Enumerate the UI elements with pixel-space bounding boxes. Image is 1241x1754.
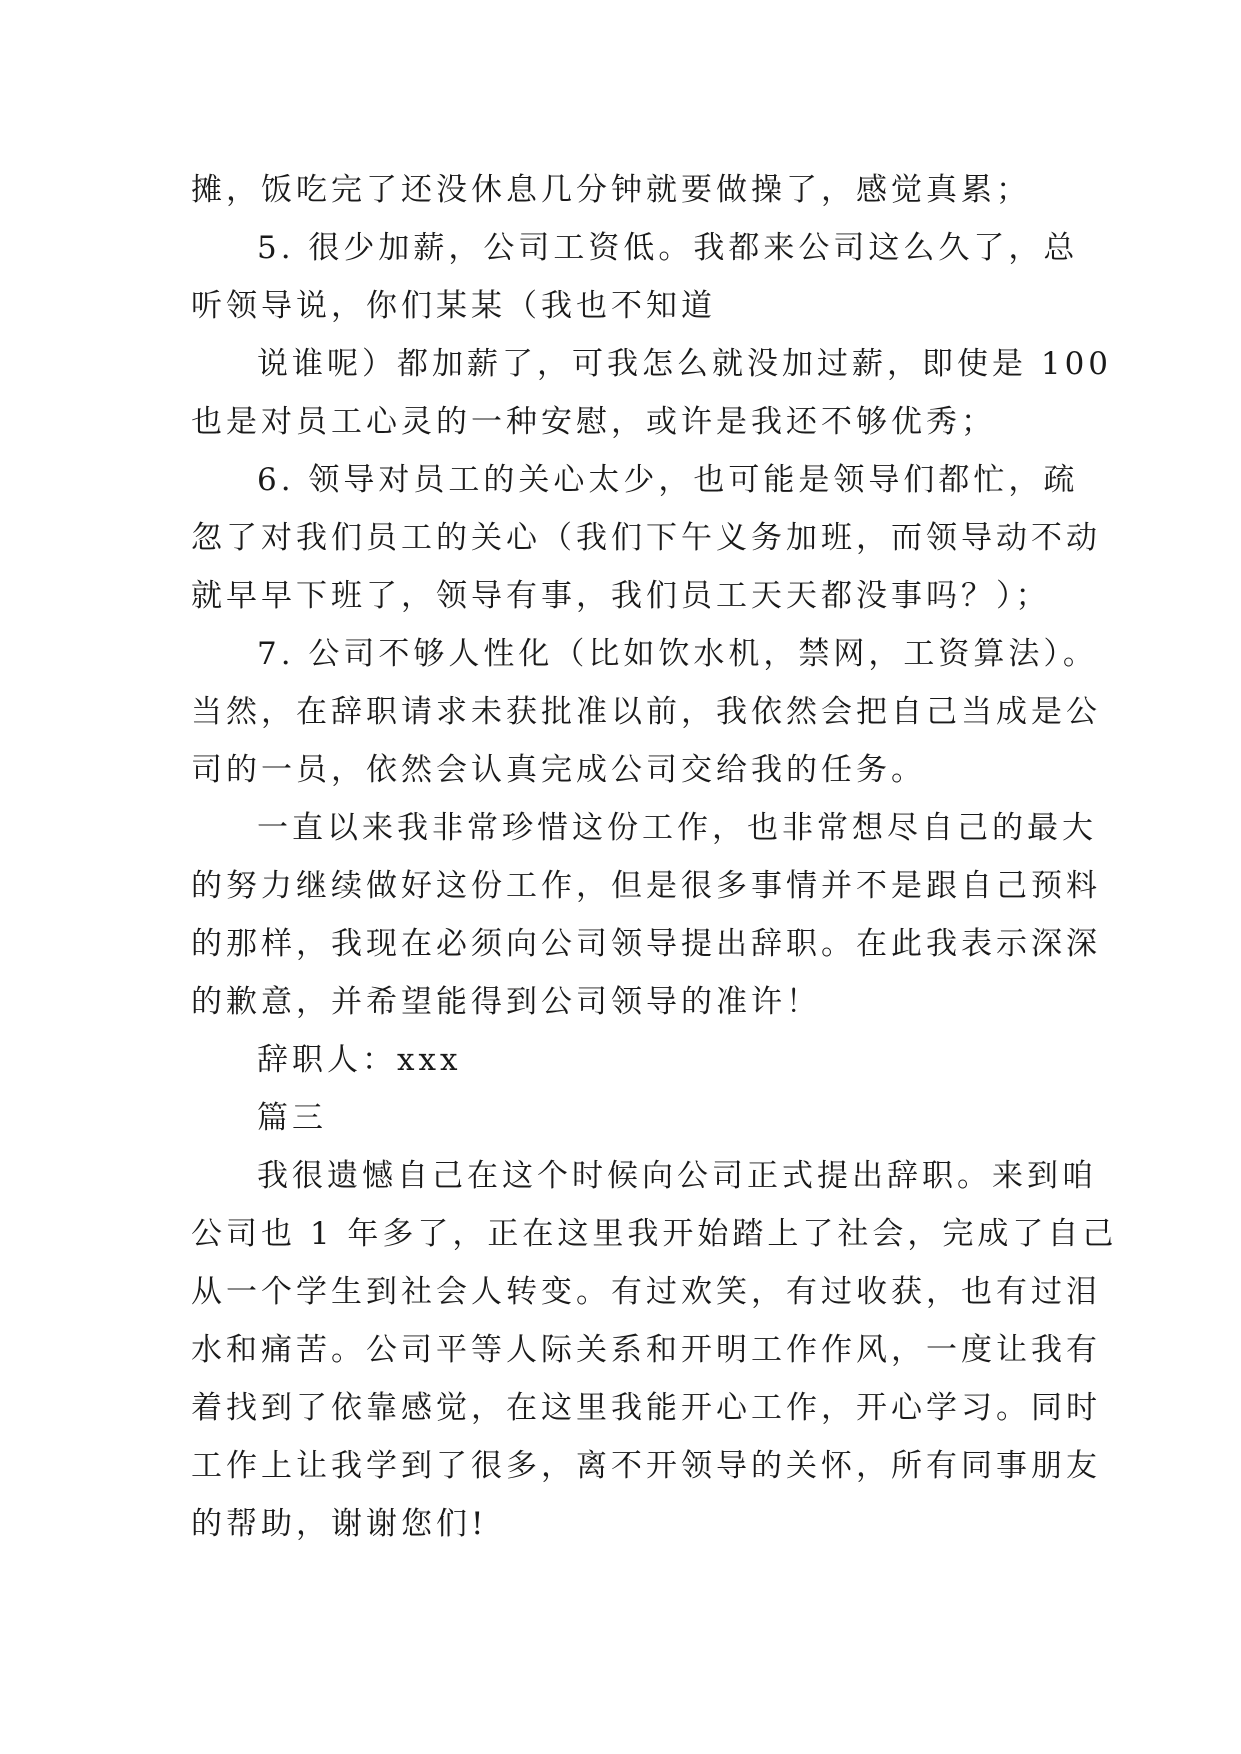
section-heading: 篇三 [257, 1100, 327, 1136]
text-line: 听领导说，你们某某（我也不知道 [191, 288, 716, 324]
text-line: 司的一员，依然会认真完成公司交给我的任务。 [191, 752, 926, 788]
text-line: 7. 公司不够人性化（比如饮水机，禁网，工资算法）。 [257, 636, 1098, 672]
text-line: 5. 很少加薪，公司工资低。我都来公司这么久了，总 [257, 230, 1079, 266]
text-line: 的歉意，并希望能得到公司领导的准许！ [191, 984, 821, 1020]
signature-line: 辞职人：xxx [257, 1042, 462, 1078]
text-line: 着找到了依靠感觉，在这里我能开心工作，开心学习。同时 [191, 1390, 1101, 1426]
text-line: 我很遗憾自己在这个时候向公司正式提出辞职。来到咱 [257, 1158, 1097, 1194]
text-line: 也是对员工心灵的一种安慰，或许是我还不够优秀； [191, 404, 996, 440]
text-line: 就早早下班了，领导有事，我们员工天天都没事吗？）； [191, 578, 1051, 614]
text-line: 说谁呢）都加薪了，可我怎么就没加过薪，即使是 100 [257, 346, 1113, 382]
text-line: 的那样，我现在必须向公司领导提出辞职。在此我表示深深 [191, 926, 1101, 962]
text-line: 水和痛苦。公司平等人际关系和开明工作作风，一度让我有 [191, 1332, 1101, 1368]
text-line: 6. 领导对员工的关心太少，也可能是领导们都忙，疏 [257, 462, 1079, 498]
text-line: 一直以来我非常珍惜这份工作，也非常想尽自己的最大 [257, 810, 1097, 846]
text-line: 忽了对我们员工的关心（我们下午义务加班，而领导动不动 [191, 520, 1101, 556]
text-line: 的努力继续做好这份工作，但是很多事情并不是跟自己预料 [191, 868, 1101, 904]
text-line: 工作上让我学到了很多，离不开领导的关怀，所有同事朋友 [191, 1448, 1101, 1484]
text-line: 从一个学生到社会人转变。有过欢笑，有过收获，也有过泪 [191, 1274, 1101, 1310]
text-line: 的帮助，谢谢您们! [191, 1506, 488, 1542]
text-line: 当然，在辞职请求未获批准以前，我依然会把自己当成是公 [191, 694, 1101, 730]
text-line: 公司也 1 年多了，正在这里我开始踏上了社会，完成了自己 [191, 1216, 1118, 1252]
text-line: 摊，饭吃完了还没休息几分钟就要做操了，感觉真累； [191, 172, 1031, 208]
